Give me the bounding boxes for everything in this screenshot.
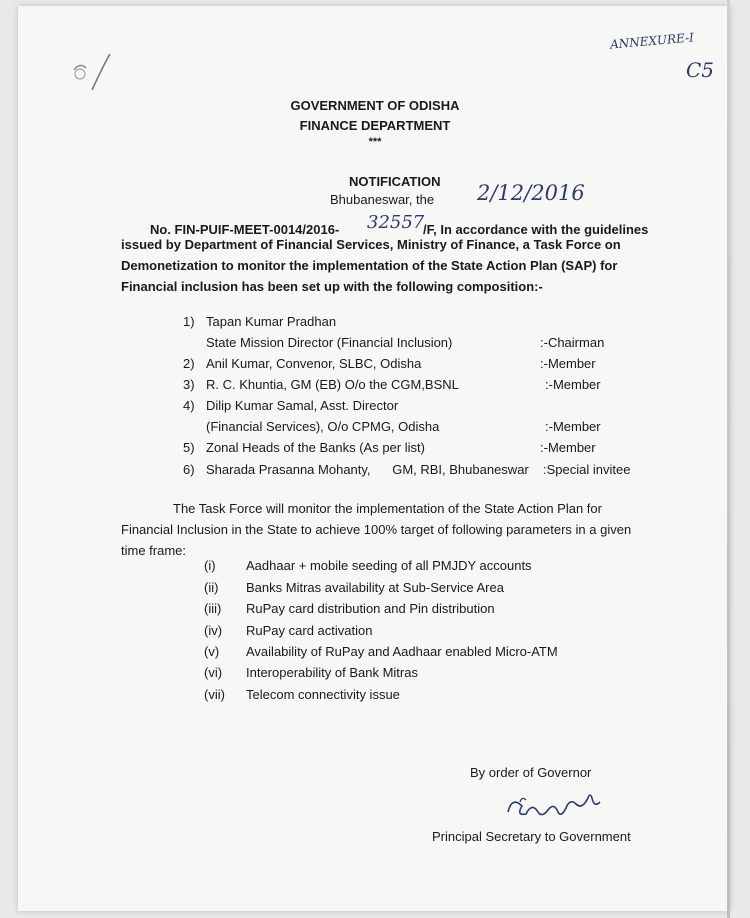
parameter-text: Availability of RuPay and Aadhaar enabled Micro-ATM bbox=[246, 644, 558, 659]
task-force-line: Financial Inclusion in the State to achieve 100% target of following parameters in a given bbox=[121, 522, 632, 537]
member-name: Anil Kumar, Convenor, SLBC, Odisha bbox=[206, 356, 422, 371]
page-number: C5 bbox=[686, 58, 715, 82]
signatory-designation: Principal Secretary to Government bbox=[432, 829, 631, 844]
member-detail: (Financial Services), O/o CPMG, Odisha bbox=[206, 419, 440, 434]
task-force-paragraph bbox=[121, 498, 673, 561]
parameter-number: (vii) bbox=[204, 687, 225, 702]
member-role: :-Member bbox=[540, 356, 596, 371]
parameter-text: Interoperability of Bank Mitras bbox=[246, 665, 418, 680]
member-number: 2) bbox=[183, 356, 195, 371]
parameter-number: (vi) bbox=[204, 665, 223, 680]
parameter-text: Telecom connectivity issue bbox=[246, 687, 400, 702]
parameter-number: (v) bbox=[204, 644, 220, 659]
parameter-text: RuPay card activation bbox=[246, 623, 373, 638]
notification-number-suffix: /F, In accordance with the guidelines bbox=[423, 222, 649, 237]
intro-line: Demonetization to monitor the implementation of the State Action Plan (SAP) for bbox=[121, 258, 618, 273]
member-role: :-Chairman bbox=[540, 335, 605, 350]
dept-heading: FINANCE DEPARTMENT bbox=[299, 118, 451, 133]
parameter-number: (ii) bbox=[204, 580, 219, 595]
parameter-text: Banks Mitras availability at Sub-Service Area bbox=[246, 580, 504, 595]
govt-heading: GOVERNMENT OF ODISHA bbox=[290, 98, 460, 113]
member-role: :Special invitee bbox=[543, 462, 631, 477]
notification-date: 2/12/2016 bbox=[477, 181, 585, 205]
member-role: :-Member bbox=[540, 440, 596, 455]
member-detail: State Mission Director (Financial Inclusion) bbox=[206, 335, 453, 350]
task-force-line: The Task Force will monitor the implementation of the State Action Plan for bbox=[173, 501, 602, 516]
parameter-number: (iv) bbox=[204, 623, 223, 638]
parameter-number: (iii) bbox=[204, 601, 222, 616]
member-number: 6) bbox=[183, 462, 195, 477]
task-force-line: time frame: bbox=[121, 543, 187, 558]
parameter-number: (i) bbox=[204, 558, 216, 573]
notification-intro bbox=[121, 234, 673, 297]
notification-title: NOTIFICATION bbox=[349, 174, 441, 189]
notification-number: 32557 bbox=[367, 212, 425, 233]
intro-line: Financial inclusion has been set up with the following composition:- bbox=[121, 279, 543, 294]
heading-stars: *** bbox=[368, 136, 382, 148]
member-role: :-Member bbox=[545, 377, 601, 392]
member-name: Zonal Heads of the Banks (As per list) bbox=[206, 440, 425, 455]
signature bbox=[500, 790, 620, 826]
intro-line: issued by Department of Financial Services, Ministry of Finance, a Task Force on bbox=[121, 237, 621, 252]
parameter-text: Aadhaar + mobile seeding of all PMJDY accounts bbox=[246, 558, 532, 573]
member-name: Dilip Kumar Samal, Asst. Director bbox=[206, 398, 399, 413]
member-number: 3) bbox=[183, 377, 195, 392]
member-number: 4) bbox=[183, 398, 195, 413]
by-order-line: By order of Governor bbox=[470, 765, 592, 780]
parameter-text: RuPay card distribution and Pin distribution bbox=[246, 601, 495, 616]
member-name: R. C. Khuntia, GM (EB) O/o the CGM,BSNL bbox=[206, 377, 459, 392]
member-name: Sharada Prasanna Mohanty, GM, RBI, Bhubaneswar bbox=[206, 462, 529, 477]
annexure-label: ANNEXURE-I bbox=[609, 30, 695, 52]
member-name: Tapan Kumar Pradhan bbox=[206, 314, 337, 329]
member-role: :-Member bbox=[545, 419, 601, 434]
notification-place: Bhubaneswar, the bbox=[330, 192, 435, 207]
member-number: 5) bbox=[183, 440, 195, 455]
notification-number-prefix: No. FIN-PUIF-MEET-0014/2016- bbox=[150, 222, 340, 237]
member-number: 1) bbox=[183, 314, 195, 329]
